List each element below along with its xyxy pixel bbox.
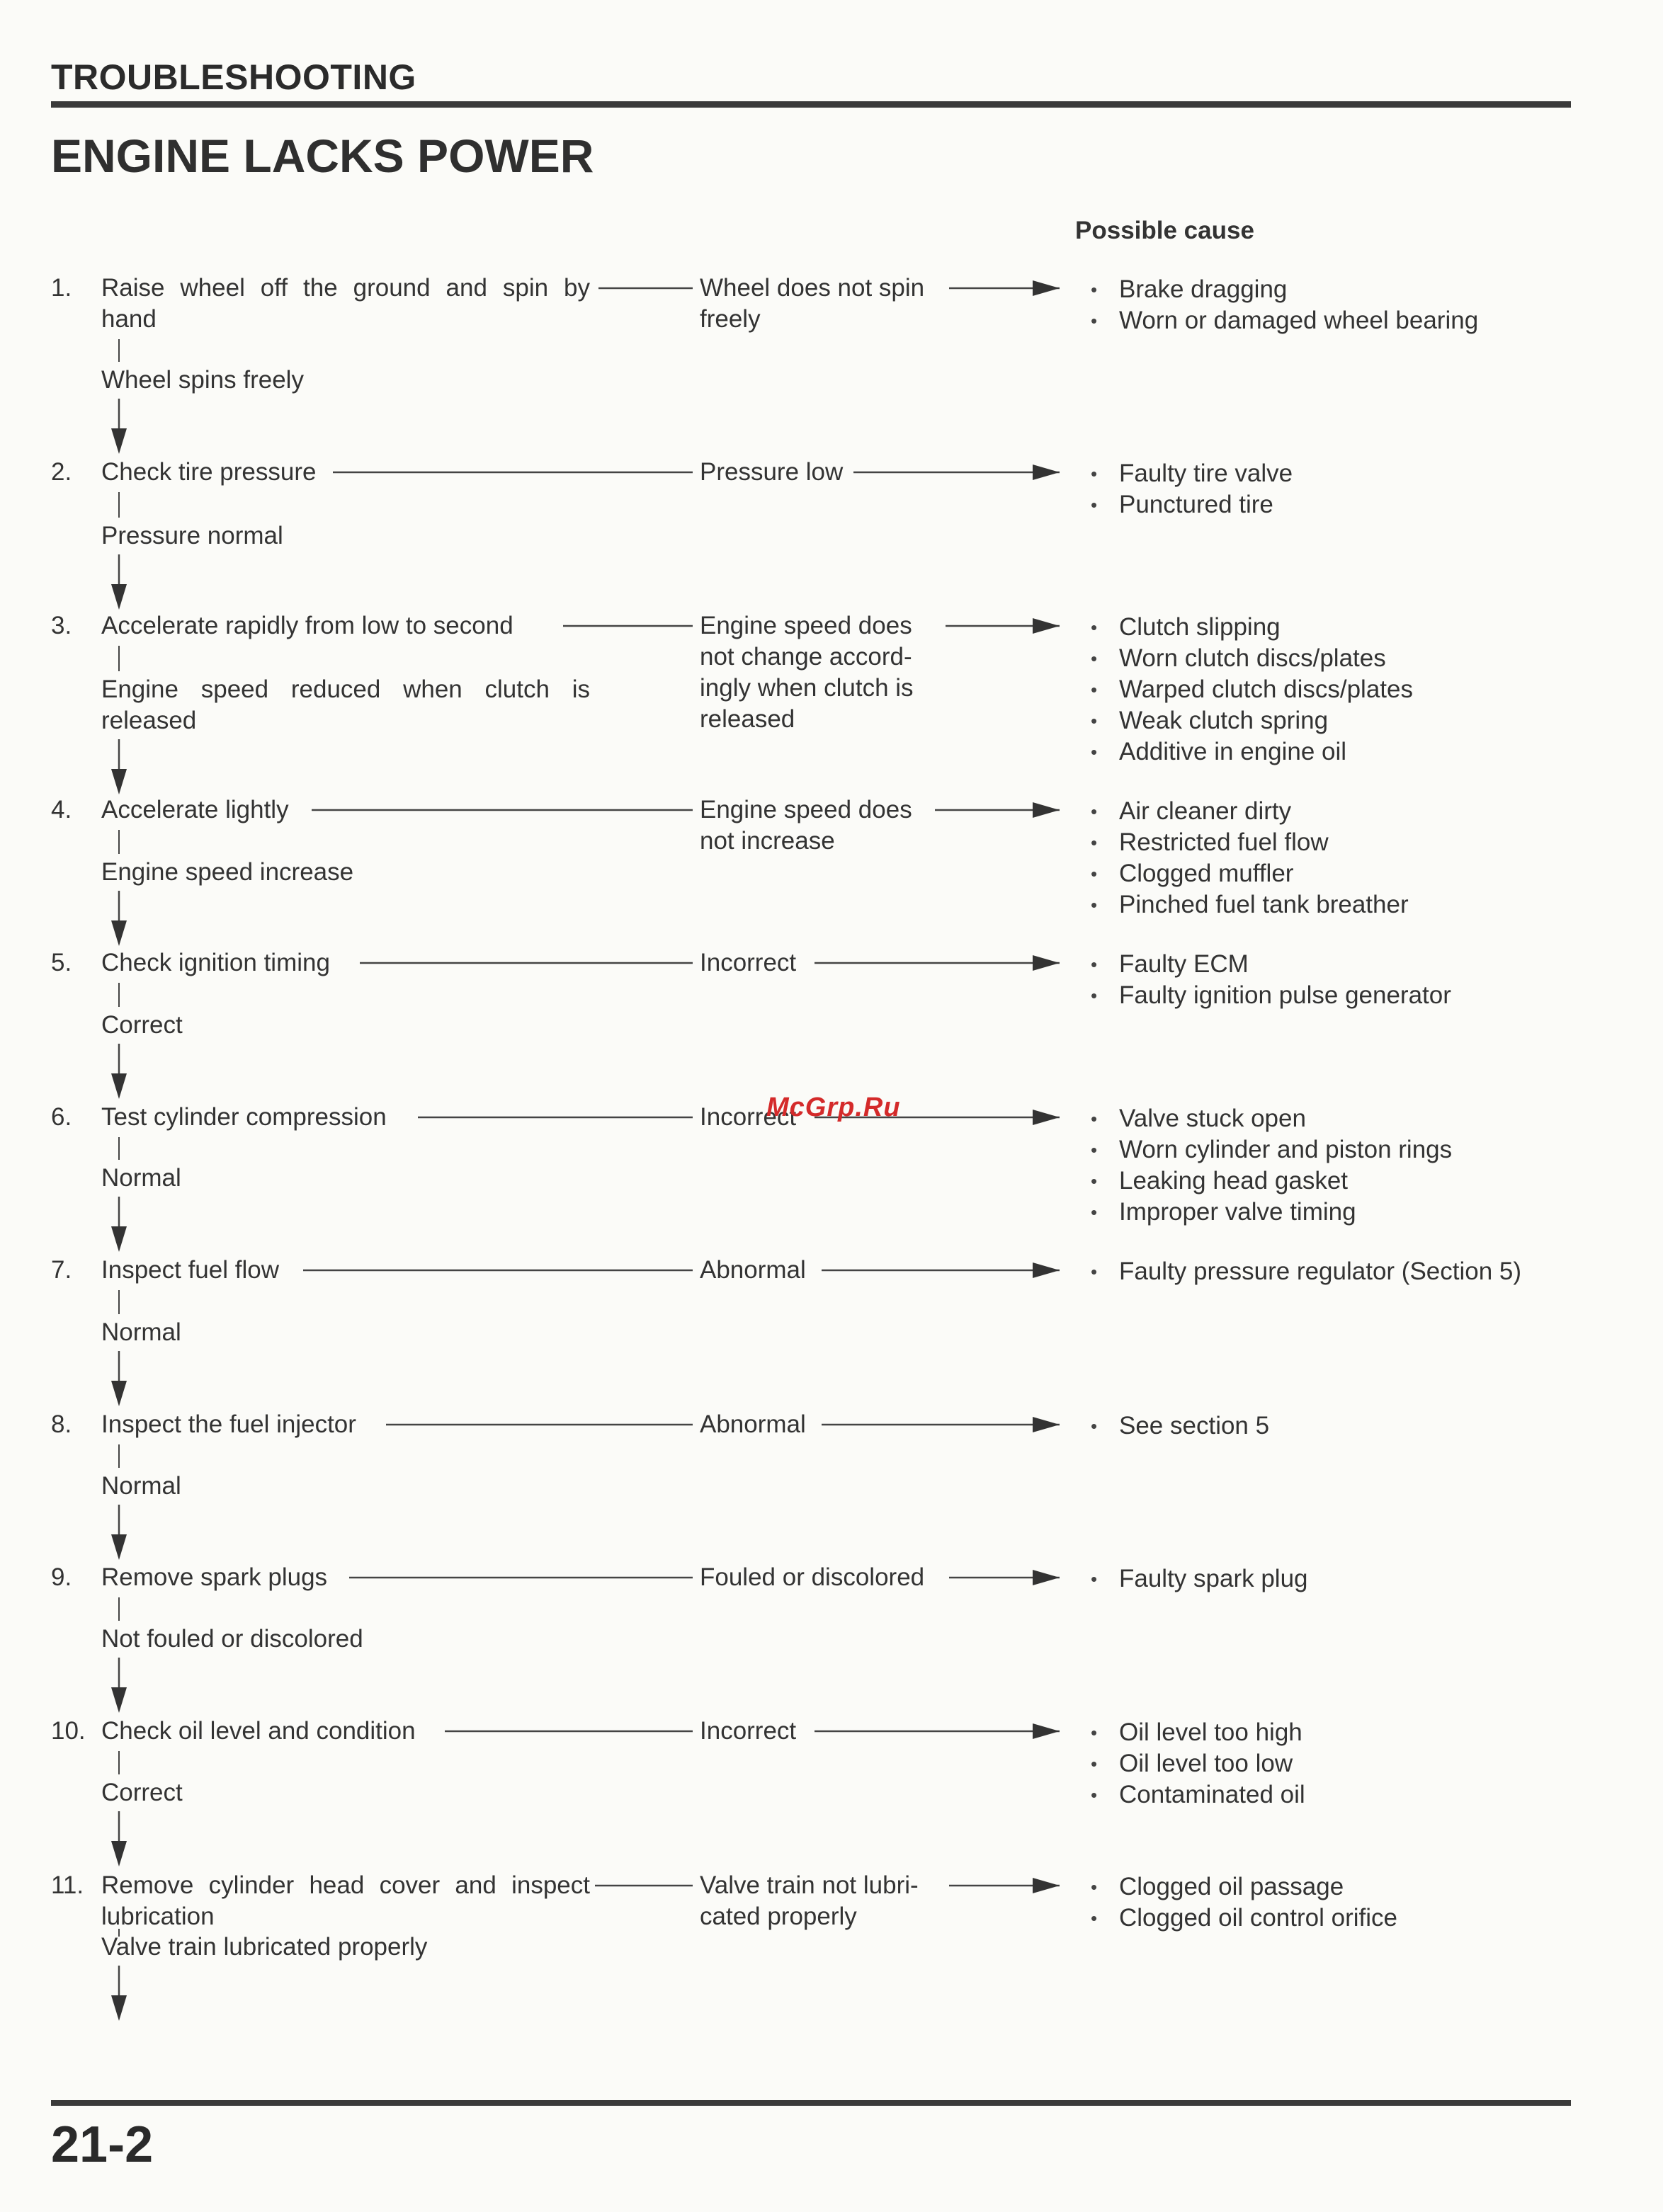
step-fault-result: Abnormal [700,1410,806,1438]
flow-down-arrowhead [111,1995,127,2021]
possible-cause-item: • Contaminated oil [1091,1779,1305,1811]
step-fault-result: Pressure low [700,458,844,486]
possible-causes-list [1091,458,1293,520]
cause-arrowhead [1033,618,1060,634]
step-normal-result: Valve train lubricated properly [101,1933,428,1961]
step-number: 9. [51,1563,72,1591]
step-fault-result: Wheel does not spin freely [700,274,925,333]
possible-cause-item: • Brake dragging [1091,274,1478,305]
step-number: 5. [51,949,72,976]
possible-causes-list [1091,949,1451,1011]
step-action: Accelerate lightly [101,796,289,823]
possible-cause-item: • Faulty ECM [1091,949,1451,980]
flow-down-arrowhead [111,769,127,794]
step-normal-result: Pressure normal [101,522,283,549]
possible-cause-item: • Worn clutch discs/plates [1091,643,1413,674]
flow-down-arrowhead [111,1073,127,1099]
flow-down-arrowhead [111,584,127,610]
step-normal-result: Correct [101,1779,183,1806]
step-number: 11. [51,1871,84,1899]
flow-down-arrowhead [111,428,127,454]
cause-column-heading: Possible cause [1075,217,1254,244]
possible-causes-list [1091,612,1413,768]
flow-down-arrowhead [111,1381,127,1406]
possible-cause-item: • Punctured tire [1091,489,1293,520]
step-action: Check tire pressure [101,458,317,486]
step-number: 6. [51,1103,72,1131]
possible-cause-item: • Warped clutch discs/plates [1091,674,1413,705]
flow-down-arrowhead [111,920,127,946]
step-fault-result: Abnormal [700,1256,806,1284]
cause-arrowhead [1033,1110,1060,1125]
step-fault-result: Incorrect [700,1717,797,1745]
step-normal-result: Engine speed reduced when clutch is released [101,675,590,734]
step-normal-result: Normal [101,1164,181,1192]
possible-causes-list [1091,274,1478,336]
page-title: ENGINE LACKS POWER [51,130,594,182]
step-fault-result: Engine speed does not increase [700,796,912,855]
possible-cause-item: • See section 5 [1091,1410,1269,1442]
possible-cause-item: • Valve stuck open [1091,1103,1452,1134]
possible-causes-list [1091,796,1409,920]
possible-cause-item: • Weak clutch spring [1091,705,1413,736]
page-number: 21-2 [51,2116,154,2173]
possible-cause-item: • Faulty tire valve [1091,458,1293,489]
cause-arrowhead [1033,802,1060,818]
possible-causes-list [1091,1410,1269,1442]
step-normal-result: Wheel spins freely [101,366,304,394]
step-action: Raise wheel off the ground and spin by hand [101,274,590,333]
step-normal-result: Not fouled or discolored [101,1625,363,1653]
possible-cause-item: • Restricted fuel flow [1091,827,1409,858]
cause-arrowhead [1033,1878,1060,1893]
cause-arrowhead [1033,1262,1060,1278]
possible-cause-item: • Faulty pressure regulator (Section 5) [1091,1256,1521,1287]
step-number: 8. [51,1410,72,1438]
possible-cause-item: • Improper valve timing [1091,1197,1452,1228]
step-number: 2. [51,458,72,486]
step-action: Check ignition timing [101,949,330,976]
step-normal-result: Engine speed increase [101,858,354,886]
step-fault-result: Valve train not lubri-cated properly [700,1871,919,1930]
step-action: Remove spark plugs [101,1563,328,1591]
watermark: McGrp.Ru [766,1093,901,1122]
flow-down-arrowhead [111,1534,127,1560]
possible-cause-item: • Worn or damaged wheel bearing [1091,305,1478,336]
possible-cause-item: • Faulty ignition pulse generator [1091,980,1451,1011]
possible-cause-item: • Air cleaner dirty [1091,796,1409,827]
possible-cause-item: • Clogged oil passage [1091,1871,1397,1903]
step-normal-result: Correct [101,1011,183,1039]
step-fault-result: Engine speed does not change accord-ingly when clutch is released [700,612,914,733]
cause-arrowhead [1033,280,1060,296]
possible-causes-list [1091,1717,1305,1811]
possible-causes-list [1091,1103,1452,1228]
step-number: 10. [51,1717,86,1745]
step-number: 4. [51,796,72,823]
step-action: Remove cylinder head cover and inspect lubrication [101,1871,590,1930]
section-header: TROUBLESHOOTING [51,57,416,97]
footer-rule [51,2100,1571,2106]
cause-arrowhead [1033,955,1060,971]
step-fault-result: Fouled or discolored [700,1563,925,1591]
possible-cause-item: • Clogged oil control orifice [1091,1903,1397,1934]
possible-cause-item: • Clogged muffler [1091,858,1409,889]
flow-down-arrowhead [111,1841,127,1866]
step-normal-result: Normal [101,1318,181,1346]
flow-down-arrowhead [111,1687,127,1713]
possible-cause-item: • Clutch slipping [1091,612,1413,643]
step-action: Test cylinder compression [101,1103,387,1131]
possible-cause-item: • Oil level too high [1091,1717,1305,1748]
cause-arrowhead [1033,1570,1060,1585]
step-action: Accelerate rapidly from low to second [101,612,513,639]
step-action: Check oil level and condition [101,1717,416,1745]
possible-cause-item: • Worn cylinder and piston rings [1091,1134,1452,1165]
step-fault-result: Incorrect [700,1103,797,1131]
step-action: Inspect the fuel injector [101,1410,356,1438]
step-number: 7. [51,1256,72,1284]
step-action: Inspect fuel flow [101,1256,279,1284]
cause-arrowhead [1033,1723,1060,1739]
possible-cause-item: • Faulty spark plug [1091,1563,1308,1595]
possible-causes-list [1091,1563,1308,1595]
possible-causes-list [1091,1871,1397,1934]
possible-cause-item: • Additive in engine oil [1091,736,1413,768]
possible-cause-item: • Oil level too low [1091,1748,1305,1779]
step-number: 3. [51,612,72,639]
possible-causes-list [1091,1256,1521,1287]
step-fault-result: Incorrect [700,949,797,976]
step-number: 1. [51,274,72,302]
cause-arrowhead [1033,464,1060,480]
step-normal-result: Normal [101,1472,181,1500]
flow-down-arrowhead [111,1226,127,1252]
possible-cause-item: • Leaking head gasket [1091,1165,1452,1197]
possible-cause-item: • Pinched fuel tank breather [1091,889,1409,920]
cause-arrowhead [1033,1417,1060,1432]
